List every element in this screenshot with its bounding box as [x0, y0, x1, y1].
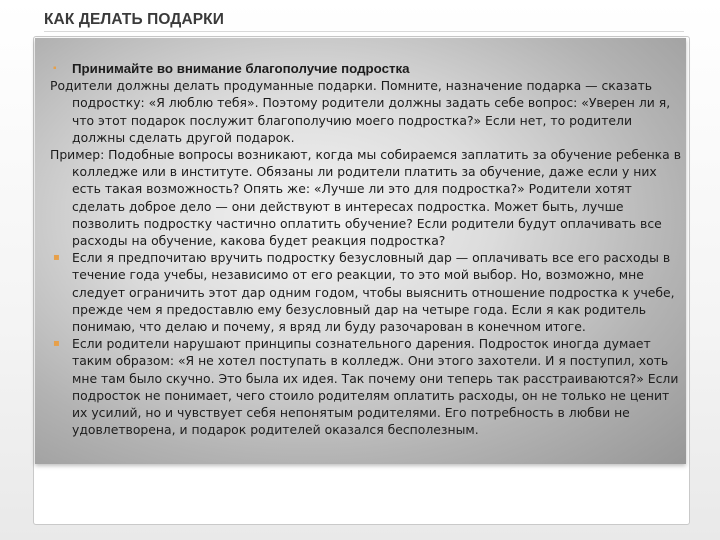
bullet-paragraph-3	[50, 249, 685, 335]
paragraph-4-text: Если родители нарушают принципы сознательного дарения. Подросток иногда думает таким образом: «Я не хотел поступать в колледж. Они этого захотели. И я поступил, хоть мне там было скучно. Это была их идея. Так почему они теперь так расстраиваются?» Если подросток не понимает, чего стоило родителям оплатить расходы, он не только не ценит их усилий, но и чувствует себя непонятым родителями. Его потребность в любви не удовлетворена, и подарок родителей оказался бесполезным.	[72, 336, 679, 438]
heading-text: Принимайте во внимание благополучие подростка	[72, 61, 410, 76]
bullet-heading	[50, 60, 685, 77]
slide-title: КАК ДЕЛАТЬ ПОДАРКИ	[44, 11, 224, 28]
title-divider	[44, 31, 684, 32]
paragraph-1: Родители должны делать продуманные подарки. Помните, назначение подарка — сказать подростку: «Я люблю тебя». Поэтому родители должны задать себе вопрос: «Уверен ли я, что этот подарок послужит благополучию моего подростка?» Если нет, то родители должны сделать другой подарок.	[50, 78, 671, 145]
bullet-paragraph-4	[50, 335, 685, 438]
slide-body	[50, 60, 685, 438]
bullet-square-icon: ▪	[53, 338, 60, 350]
paragraph-2: Пример: Подобные вопросы возникают, когда мы собираемся заплатить за обучение ребенка в колледже или в институте. Обязаны ли родители платить за обучение, даже если у них есть такая возможность? Опять же: «Лучше ли это для подростка?» Родители хотят сделать доброе дело — они действуют в интересах подростка. Может быть, лучше позволить подростку частично оплатить обучение? Если родители будут оплачивать все расходы на обучение, какова будет реакция подростка?	[50, 147, 682, 249]
bullet-square-icon: ▪	[53, 252, 60, 264]
paragraph-3-text: Если я предпочитаю вручить подростку безусловный дар — оплачивать все его расходы в течение года учебы, независимо от его реакции, то это мой выбор. Но, возможно, мне следует ограничить этот дар одним годом, чтобы выяснить отношение подростка к учебе, прежде чем я предоставлю ему безусловный дар на четыре года. Если я как родитель понимаю, что делаю и почему, я вряд ли буду разочарован в конечном итоге.	[72, 250, 675, 335]
bullet-square-icon: ▪	[53, 63, 57, 74]
